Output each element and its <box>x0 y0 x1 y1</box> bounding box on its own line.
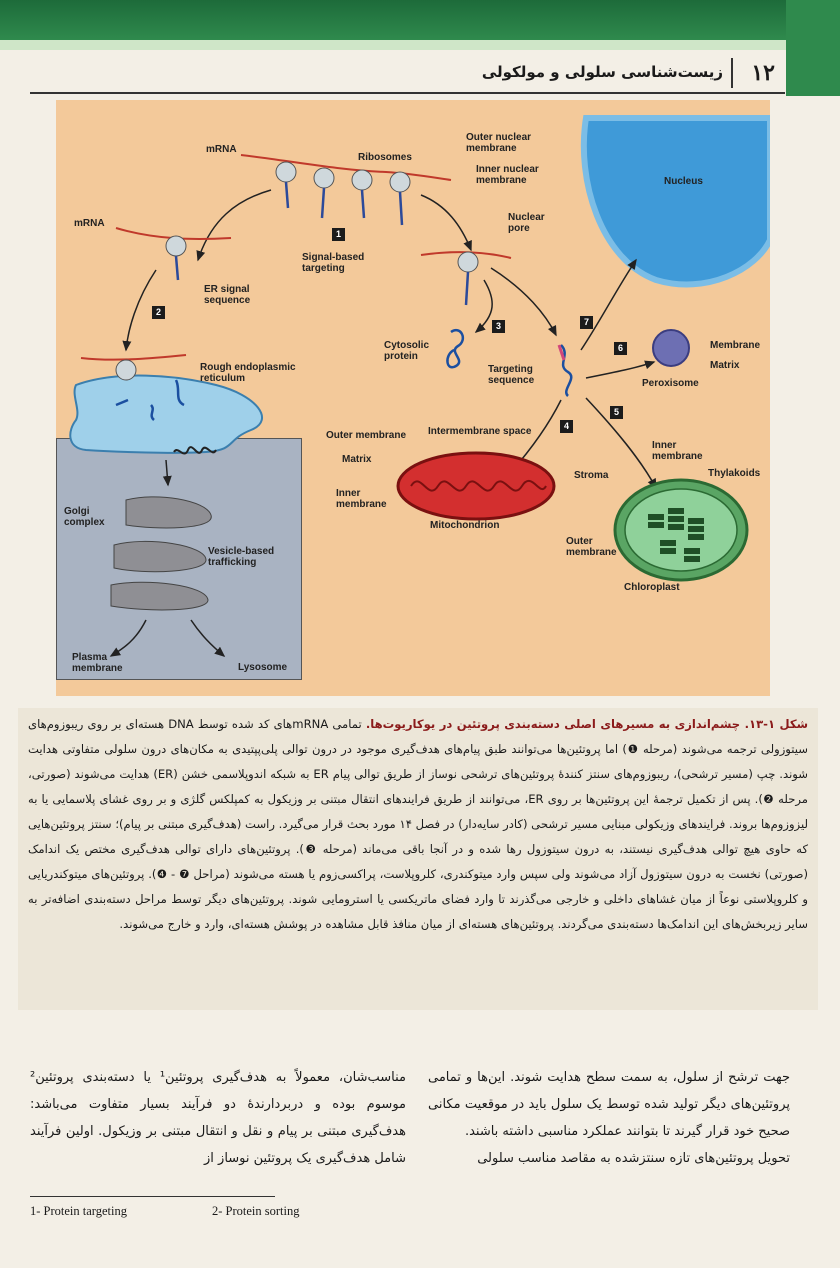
label-lysosome: Lysosome <box>238 662 288 673</box>
top-color-bar <box>0 0 840 40</box>
body-column-right <box>428 1064 790 1172</box>
label-peroxisome: Peroxisome <box>642 378 699 389</box>
top-stripe <box>0 40 840 50</box>
label-outer-nuclear-membrane: Outer nuclear membrane <box>466 132 532 154</box>
label-intermembrane-space: Intermembrane space <box>428 426 532 437</box>
label-mitochondrion: Mitochondrion <box>430 520 500 531</box>
mitochondrion-shape <box>398 453 554 519</box>
label-inner-membrane-mito: Inner membrane <box>336 488 387 510</box>
diagram-graphics <box>56 100 770 696</box>
label-matrix-mito: Matrix <box>342 454 372 465</box>
label-chloroplast: Chloroplast <box>624 582 680 593</box>
figure-caption <box>28 712 808 1004</box>
label-stroma: Stroma <box>574 470 609 481</box>
paragraph-right-2: تحویل پروتئین‌های تازه سنتزشده به مقاصد مناسب سلولی <box>477 1151 790 1166</box>
step-badge-3: 3 <box>492 320 505 333</box>
label-outer-membrane-mito: Outer membrane <box>326 430 407 441</box>
label-matrix-perox: Matrix <box>710 360 740 371</box>
label-golgi-complex: Golgi complex <box>64 506 105 528</box>
step-badge-4: 4 <box>560 420 573 433</box>
footnote-1: 1- Protein targeting <box>30 1204 127 1218</box>
label-er-signal-sequence: ER signal sequence <box>204 284 251 306</box>
step-badge-1: 1 <box>332 228 345 241</box>
footnote-2: 2- Protein sorting <box>212 1204 300 1218</box>
step-badge-5: 5 <box>610 406 623 419</box>
label-signal-based-targeting: Signal-based targeting <box>302 252 365 274</box>
rough-er-shape <box>70 376 262 453</box>
paragraph-left-1: مناسب‌شان، معمولاً به هدف‌گیری پروتئین¹ یا دسته‌بندی پروتئین² موسوم بوده و دربردارندهٔ دو فرآیند بسیار متفاوت می‌باشد: هدف‌گیری مبتنی بر پیام و نقل و انتقال مبتنی بر وزیکول. اولین فرآیند شامل هدف‌گیری یک پروتئین نوساز از <box>30 1070 406 1166</box>
arrow-to-lysosome <box>191 620 224 656</box>
paragraph-right-1: جهت ترشح از سلول، به سمت سطح هدایت شوند. این‌ها و تمامی پروتئین‌های دیگر تولید شده توسط یک سلول باید در موقعیت مکانی صحیح خود قرار گیرند تا بتوانند عملکرد مناسبی داشته باشند. <box>428 1070 790 1139</box>
arrow-to-right <box>421 195 471 250</box>
label-membrane: Membrane <box>710 340 761 351</box>
step-badge-7: 7 <box>580 316 593 329</box>
label-rough-er: Rough endoplasmic reticulum <box>200 362 296 384</box>
ribosome-left <box>166 236 186 256</box>
chapter-tab <box>786 0 840 96</box>
caption-heading: شکل ۱-۱۳. چشم‌اندازی به مسیرهای اصلی دسته‌بندی پروتئین در یوکاریوت‌ها. <box>365 717 808 731</box>
label-vesicle-trafficking: Vesicle-based trafficking <box>208 546 275 568</box>
page-number: ۱۲ <box>751 60 775 86</box>
footnote-rule <box>30 1196 275 1197</box>
figure-protein-sorting <box>56 100 770 696</box>
body-column-left <box>30 1064 406 1172</box>
ribosome-right <box>458 252 478 272</box>
label-targeting-sequence: Targeting sequence <box>488 364 535 386</box>
label-nuclear-pore: Nuclear pore <box>508 212 545 234</box>
arrow-to-plasma <box>111 620 146 656</box>
cytosolic-protein-coil <box>447 330 462 367</box>
caption-body: تمامی mRNAهای کد شده توسط DNA هسته‌ای بر روی ریبوزوم‌های سیتوزولی ترجمه می‌شوند (مرحله ❶) اما پروتئین‌ها می‌توانند طبق پیام‌های هدف‌گیری موجود در درون توالی پلی‌پپتیدی به مکان‌های درون سلولی متفاوتی هدایت شوند. چپ (مسیر ترشحی)، ریبوزوم‌های سنتز کنندهٔ پروتئین‌های ترشحی نوساز از طریق توالی پیام ER به شبکه اندوپلاسمی خشن (ER) هدایت می‌شوند (صورتی، مرحله ❷). پس از تکمیل ترجمهٔ این پروتئین‌ها بر روی ER، می‌توانند از طریق فرایندهای انتقال مبتنی بر وزیکول به کمپلکس گلژی و بر روی غشای پلاسمایی یا به لیزوزوم‌ها بروند. فرایندهای وزیکولی مبنایی مسیر ترشحی (کادر سایه‌دار) در فصل ۱۴ مورد بحث قرار می‌گیرد. راست (هدف‌گیری مبتنی بر پیام)؛ سنتز پروتئین‌هایی که حاوی هیچ توالی هدف‌گیری نیستند، به درون سیتوزول رها شده و در آنجا باقی می‌ماند (مرحله ❸). پروتئین‌های دارای توالی هدف‌گیری مختص یک اندامک (صورتی) نخست به درون سیتوزول آزاد می‌شوند ولی سپس وارد میتوکندری، کلروپلاست، پراکسی‌زوم یا هسته می‌شوند (مراحل ❼ - ❹). پروتئین‌های میتوکندریایی و کلروپلاستی نوعاً از میان غشاهای داخلی و خارجی می‌گذرند تا وارد فضای ماتریکسی یا استرومایی شوند. پروتئین‌های دیگر توسط مراحل دسته‌بندی اضافه‌تر به سایر زیربخش‌های این اندامک‌ها دسته‌بندی می‌گردند. پروتئین‌های هسته‌ای از میان منافذ قابل مشاهده در پوشش هسته‌ای، وارد و خارج می‌شوند. <box>28 717 808 931</box>
page-header <box>30 54 785 94</box>
mrna-top-strand <box>241 155 451 180</box>
step-badge-2: 2 <box>152 306 165 319</box>
peroxisome-shape <box>653 330 689 366</box>
label-outer-membrane-chloro: Outer membrane <box>566 536 617 558</box>
label-inner-nuclear-membrane: Inner nuclear membrane <box>476 164 539 186</box>
label-ribosomes: Ribosomes <box>358 152 412 163</box>
label-mrna-top: mRNA <box>206 144 237 155</box>
arrow-to-left <box>198 190 271 260</box>
label-nucleus: Nucleus <box>664 176 703 187</box>
label-thylakoids: Thylakoids <box>708 468 761 479</box>
label-inner-membrane-chloro: Inner membrane <box>652 440 703 462</box>
golgi-stack <box>111 497 211 610</box>
header-divider <box>731 58 733 88</box>
book-title: زیست‌شناسی سلولی و مولکولی <box>481 63 723 81</box>
nucleus-shape <box>584 118 770 284</box>
label-plasma-membrane: Plasma membrane <box>72 652 123 674</box>
label-cytosolic-protein: Cytosolic protein <box>384 340 430 362</box>
arrow-to-nucleus <box>581 260 636 350</box>
arrow-to-peroxisome <box>586 362 654 378</box>
label-mrna-left: mRNA <box>74 218 105 229</box>
step-badge-6: 6 <box>614 342 627 355</box>
